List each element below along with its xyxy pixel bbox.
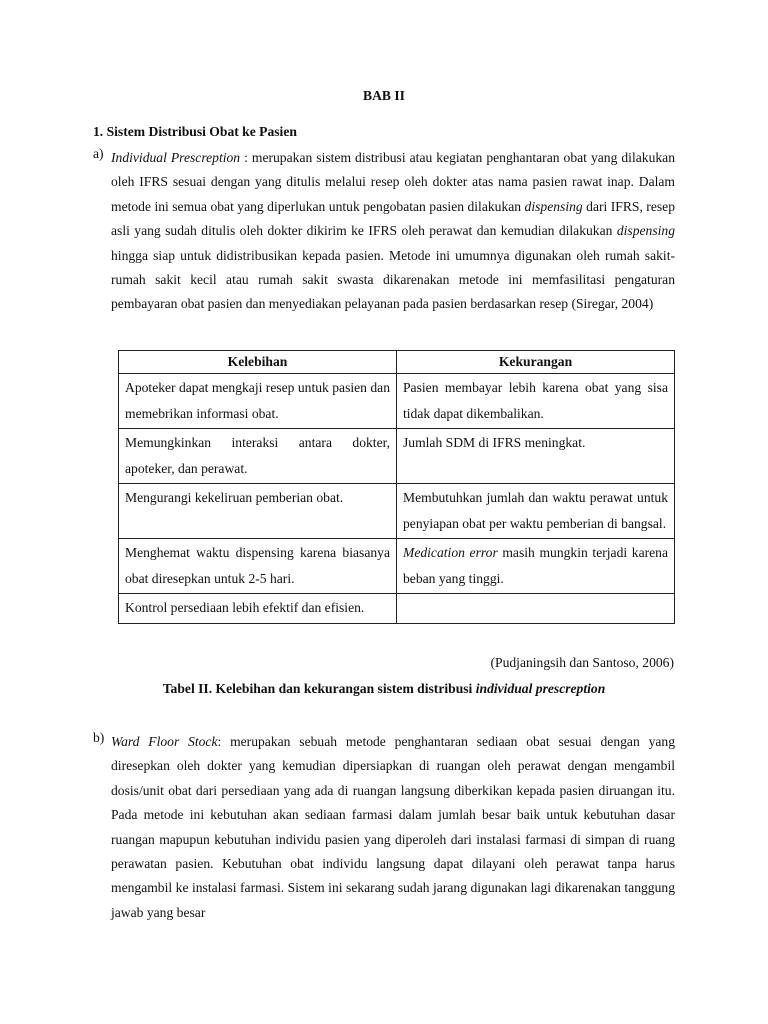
list-item-b [93,730,675,925]
paragraph-a-text-2: dari IFRS, resep asli yang sudah ditulis oleh dokter dikirim ke IFRS oleh perawat dan kemudian dilakukan [111,198,675,239]
cell-kelebihan: Memungkinkan interaksi antara dokter, apoteker, dan perawat. [119,429,397,484]
table-row [119,374,675,429]
section-heading: 1. Sistem Distribusi Obat ke Pasien [93,124,297,139]
paragraph-a-text-3: hingga siap untuk didistribusikan kepada pasien. Metode ini umumnya digunakan oleh rumah sakit-rumah sakit kecil atau rumah sakit swasta dikarenakan metode ini memfasilitasi pengaturan pembayaran obat pasien dan menyediakan pelayanan pada pasien berdasarkan resep (Siregar, 2004) [111,247,675,312]
cell-kekurangan [397,594,675,624]
cell-kekurangan [397,484,675,539]
table-row [119,429,675,484]
term-dispensing-1: dispensing [524,198,583,214]
paragraph-b-text: : merupakan sebuah metode penghantaran sediaan obat sesuai dengan yang diresepkan oleh dokter yang kemudian dipersiapkan di ruangan oleh perawat dengan mengambil dosis/unit obat dari persediaan yang ada di ruangan langsung diberkikan kepada pasien diruangan itu. Pada metode ini kebutuhan akan sediaan farmasi dalam jumlah besar baik untuk kebutuhan dasar ruangan mapupun kebutuhan individu pasien yang diperoleh dari instalasi farmasi di simpan di ruang perawatan pasien. Kebutuhan obat individu langsung dapat dilayani oleh perawat tanpa harus mengambil ke instalasi farmasi. Sistem ini sekarang sudah jarang digunakan lagi dikarenakan tanggung jawab yang besar [111,734,675,920]
chapter-title: BAB II [363,88,405,103]
caption-text: Tabel II. Kelebihan dan kekurangan sistem distribusi [162,681,476,696]
cell-text: masih mungkin terjadi karena beban yang tinggi. [403,545,668,586]
cell-kelebihan: Apoteker dapat mengkaji resep untuk pasien dan memebrikan informasi obat. [119,374,397,429]
term-ward-floor-stock: Ward Floor Stock [111,734,218,749]
table-row [119,594,675,624]
table-source: (Pudjaningsih dan Santoso, 2006) [490,655,674,670]
header-kelebihan: Kelebihan [119,351,397,374]
list-item-a [93,146,675,317]
term-dispensing-2: dispensing [616,223,675,239]
cell-text: Pasien membayar lebih karena obat yang sisa tidak dapat dikembalikan. [403,380,668,421]
header-kekurangan: Kekurangan [397,351,675,374]
term-individual-prescreption: Individual Prescreption [111,150,241,165]
paragraph-a [111,146,675,317]
cell-kelebihan: Mengurangi kekeliruan pemberian obat. [119,484,397,539]
cell-kelebihan: Kontrol persediaan lebih efektif dan efisien. [119,594,397,624]
cell-kelebihan: Menghemat waktu dispensing karena biasanya obat diresepkan untuk 2-5 hari. [119,539,397,594]
paragraph-a-text-1: : merupakan sistem distribusi atau kegiatan penghantaran obat yang dilakukan oleh IFRS sesuai dengan yang ditulis melalui resep oleh dokter atas nama pasien rawat inap. Dalam metode ini semua obat yang diperlukan untuk pengobatan pasien dilakukan [111,150,675,214]
caption-term: individual prescreption [475,681,606,696]
cell-kekurangan [397,539,675,594]
term-medication-error: Medication error [403,545,498,560]
table-header-row [119,351,675,374]
cell-kekurangan [397,374,675,429]
table-caption [0,681,768,697]
paragraph-b [111,730,675,925]
list-marker-a: a) [93,146,104,161]
list-marker-b: b) [93,730,105,745]
table-row [119,539,675,594]
comparison-table [118,350,675,624]
table-row [119,484,675,539]
cell-text: Jumlah SDM di IFRS meningkat. [403,435,586,450]
cell-text: Membutuhkan jumlah dan waktu perawat untuk penyiapan obat per waktu pemberian di bangsal. [403,490,668,531]
cell-kekurangan [397,429,675,484]
